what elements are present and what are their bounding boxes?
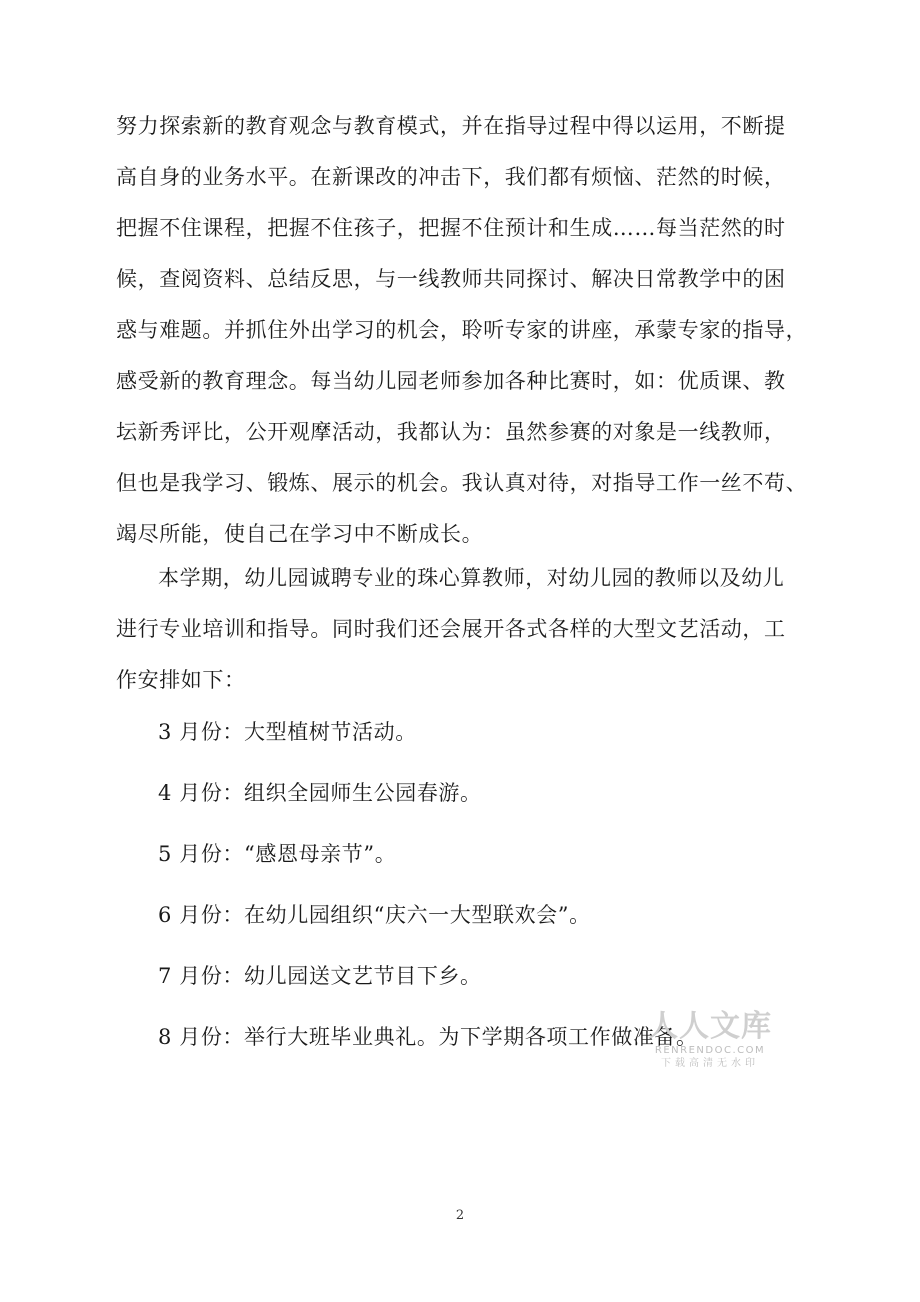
paragraph-line: 本学期，幼儿园诚聘专业的珠心算教师，对幼儿园的教师以及幼儿 bbox=[158, 566, 785, 590]
paragraph-line: 感受新的教育理念。每当幼儿园老师参加各种比赛时，如：优质课、教 bbox=[116, 369, 786, 393]
paragraph-line: 努力探索新的教育观念与教育模式，并在指导过程中得以运用，不断提 bbox=[116, 114, 786, 138]
paragraph-line: 但也是我学习、锻炼、展示的机会。我认真对待，对指导工作一丝不苟、 bbox=[116, 471, 808, 495]
page-number: 2 bbox=[455, 1208, 465, 1223]
schedule-item: 6 月份：在幼儿园组织“庆六一大型联欢会”。 bbox=[158, 903, 591, 927]
paragraph-line: 候，查阅资料、总结反思，与一线教师共同探讨、解决日常教学中的困 bbox=[116, 267, 786, 291]
paragraph-line: 惑与难题。并抓住外出学习的机会，聆听专家的讲座，承蒙专家的指导， bbox=[116, 318, 808, 342]
schedule-item: 5 月份：“感恩母亲节”。 bbox=[158, 842, 397, 866]
watermark-tagline: 下载高清无水印 bbox=[661, 1058, 759, 1069]
paragraph-line: 作安排如下： bbox=[116, 668, 246, 692]
paragraph-line: 把握不住课程，把握不住孩子，把握不住预计和生成……每当茫然的时 bbox=[116, 216, 786, 240]
paragraph-line: 进行专业培训和指导。同时我们还会展开各式各样的大型文艺活动，工 bbox=[116, 617, 786, 641]
schedule-item: 7 月份：幼儿园送文艺节目下乡。 bbox=[158, 964, 482, 988]
watermark bbox=[640, 1010, 780, 1080]
paragraph-line: 坛新秀评比，公开观摩活动，我都认为：虽然参赛的对象是一线教师， bbox=[116, 420, 786, 444]
watermark-title: 人人文库 bbox=[648, 1009, 772, 1044]
watermark-domain: RENRENDOC.COM bbox=[654, 1045, 766, 1056]
paragraph-line: 竭尽所能，使自己在学习中不断成长。 bbox=[116, 522, 484, 546]
paragraph-line: 高自身的业务水平。在新课改的冲击下，我们都有烦恼、茫然的时候， bbox=[116, 165, 786, 189]
schedule-item: 8 月份：举行大班毕业典礼。为下学期各项工作做准备。 bbox=[158, 1025, 698, 1049]
schedule-item: 4 月份：组织全园师生公园春游。 bbox=[158, 781, 482, 805]
schedule-item: 3 月份：大型植树节活动。 bbox=[158, 720, 417, 744]
